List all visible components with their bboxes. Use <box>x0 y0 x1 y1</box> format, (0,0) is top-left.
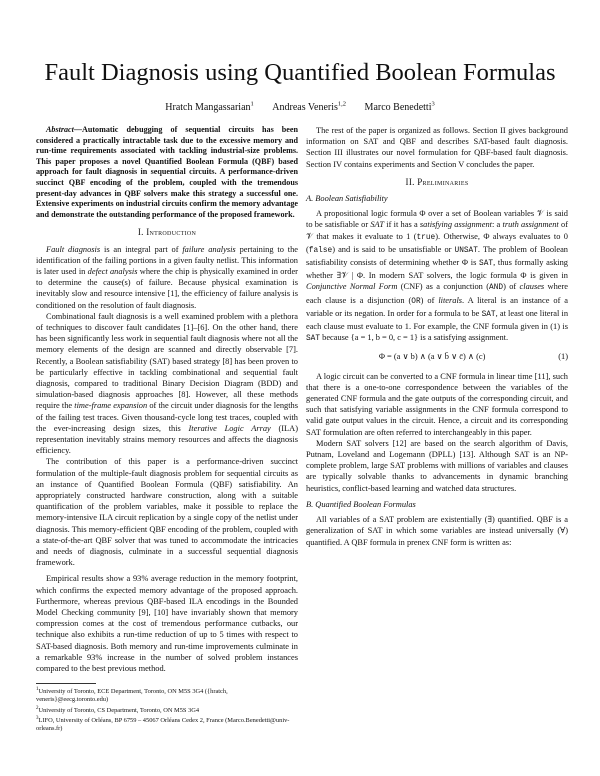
section-heading-preliminaries: II. Preliminaries <box>405 176 469 187</box>
author-2: Andreas Veneris$^{1,2}$ <box>272 101 347 114</box>
subsection-heading-qbf: B. Quantified Boolean Formulas <box>306 499 416 509</box>
sat-paragraph-3: Modern SAT solvers [12] are based on the search algorithm of Davis, Putnam, Loveland and Logemann (DPLL) [13]. Although SAT is an NP-complete problem, large SAT problems with millions of variables and clauses are typically solvable thanks to advancements in dynamic branching heuristics, conflict-based learning and watched data structures. <box>306 438 568 493</box>
right-column <box>306 125 568 548</box>
equation-1 <box>306 351 568 362</box>
author-list <box>0 98 600 114</box>
qbf-paragraph-1: All variables of a SAT problem are existentially (∃) quantified. QBF is a generalization of SAT in which some variables are instead universally (∀) quantified. A QBF formula in prenex CNF form is written as: <box>306 515 568 547</box>
equation-number: (1) <box>558 352 568 362</box>
intro-paragraph-4: Empirical results show a 93% average reduction in the memory footprint, which confirms the expected memory advantage of the proposed approach. Furthermore, whereas previous QBF-based ILA encodings in the Bounded Model Checking community [9], [10] have invariably shown that memory compression comes at the cost of tremendous performance cutbacks, our technique also exhibits a run-time reduction of up to 5 times with respect to SAT-based diagnosis. Both memory and run-time improvements culminate in a remarkable 93% increase in the number of solved problem instances compared to the best previous method. <box>36 574 298 674</box>
section-heading-introduction: I. Introduction <box>137 227 197 238</box>
paper-title: Fault Diagnosis using Quantified Boolean Formulas <box>44 59 556 86</box>
intro-paragraph-1: Fault diagnosis is an integral part of failure analysis pertaining to the identification of the failing portions in a given faulty netlist. This information is later used in defect analysis where the chip is physically examined in order to determine the cause(s) of failure. Because physical examination is inevitably slow and resource intensive [1], the efficiency of failure analysis is conditioned on the resolution of fault diagnosis. <box>36 244 298 310</box>
abstract: Abstract—Automatic debugging of sequential circuits has been considered a practically intractable task due to the excessive memory and run-time requirements associated with tackling industrial-size problems. This paper proposes a novel Quantified Boolean Formula (QBF) based approach for fault diagnosis in sequential circuits. A performance-driven succinct QBF encoding of the problem, coupled with the tremendous present-day advances in QBF solvers make this strategy a successful one. Extensive experiments on industrial circuits confirm the memory advantage and demonstrate the outstanding performance of the proposed framework. <box>36 125 298 219</box>
equation-body: Φ = (a ∨ b) ∧ (a ∨ b̄ ∨ c̄) ∧ (c) <box>378 352 486 362</box>
footnote-2: $^2$University of Toronto, CS Department, Toronto, ON M5S 3G4 <box>36 705 200 714</box>
sat-paragraph-2: A logic circuit can be converted to a CNF formula in linear time [11], such that there is a one-to-one correspondence between the variables of the generated CNF formula and the gate outputs of the corresponding circuit, and such that satisfying variable assignments in the CNF formula correspond to valid gate output values in the circuit. Hence, a circuit and its corresponding SAT formulation are often referred to interchangeably in this paper. <box>306 371 568 437</box>
footnote-3: $^3$LIFO, University of Orléans, BP 6759 – 45067 Orléans Cedex 2, France (Marco.Benedetti@univ-orleans.fr) <box>36 715 290 733</box>
footnotes <box>36 686 298 733</box>
left-column <box>36 125 298 674</box>
footnote-1: $^1$University of Toronto, ECE Department, Toronto, ON M5S 3G4 ({hratch, veneris}@eecg.toronto.edu) <box>36 687 228 704</box>
intro-paragraph-5: The rest of the paper is organized as follows. Section II gives background information on SAT and QBF and describes SAT-based fault diagnosis. Section III illustrates our novel formulation for QBF-based fault diagnosis. Section IV contains experiments and Section V concludes the paper. <box>306 126 568 169</box>
intro-paragraph-3: The contribution of this paper is a performance-driven succinct formulation of the multiple-fault diagnosis problem for sequential circuits as an instance of Quantified Boolean Formula (QBF) satisfiability. An appropriately constructed hardware construction, along with a suitable quantification of the problem variables, make it possible to replace the memory-intensive ILA circuit replication by a single copy of the netlist under diagnosis. This memory-efficient QBF encoding of the problem, coupled with a state-of-the-art QBF solver that was tuned to accommodate the intricacies and needs of diagnosis, culminate in a successful sequential diagnosis framework. <box>36 457 298 568</box>
author-1: Hratch Mangassarian$^1$ <box>165 101 254 114</box>
author-3: Marco Benedetti$^3$ <box>364 101 435 114</box>
intro-paragraph-2: Combinational fault diagnosis is a well examined problem with a plethora of techniques to discover fault candidates [1]–[6]. On the other hand, there has been significantly less work in sequential fault diagnosis where not all the memory elements of the design are scanned and directly observable [7]. Recently, a Boolean satisfiability (SAT) based strategy [8] has been proven to be particularly effective in tackling combinational and sequential fault diagnosis, compared to traditional Binary Decision Diagram (BDD) and simulation-based diagnosis approaches [8]. However, all these methods require the time-frame expansion of the circuit under diagnosis for the lengths of the failing test traces. Given thousand-cycle long test traces, coupled with the ever-increasing design sizes, this Iterative Logic Array (ILA) representation inevitably strains memory resources and affects the diagnosis efficiency. <box>36 311 298 456</box>
sat-paragraph-1: A propositional logic formula Φ over a set of Boolean variables 𝒱 is said to be satisfiable or SAT if it has a satisfying assignment: a truth assignment of 𝒱 that makes it evaluate to 1 (true). Otherwise, Φ always evaluates to 0 (false) and is said to be unsatisfiable or UNSAT. The problem of Boolean satisfiability consists of determining whether Φ is SAT, thus formally asking whether ∃𝒱 | Φ. In modern SAT solvers, the logic formula Φ is given in Conjunctive Normal Form (CNF) as a conjunction (AND) of clauses where each clause is a disjunction (OR) of literals. A literal is an instance of a variable or its negation. In order for a formula to be SAT, at least one literal in each clause must evaluate to 1. For example, the CNF formula given in (1) is SAT because {a = 1, b = 0, c = 1} is a satisfying assignment. <box>306 209 569 344</box>
subsection-heading-sat: A. Boolean Satisfiability <box>306 194 388 204</box>
footnote-rule <box>36 683 96 684</box>
